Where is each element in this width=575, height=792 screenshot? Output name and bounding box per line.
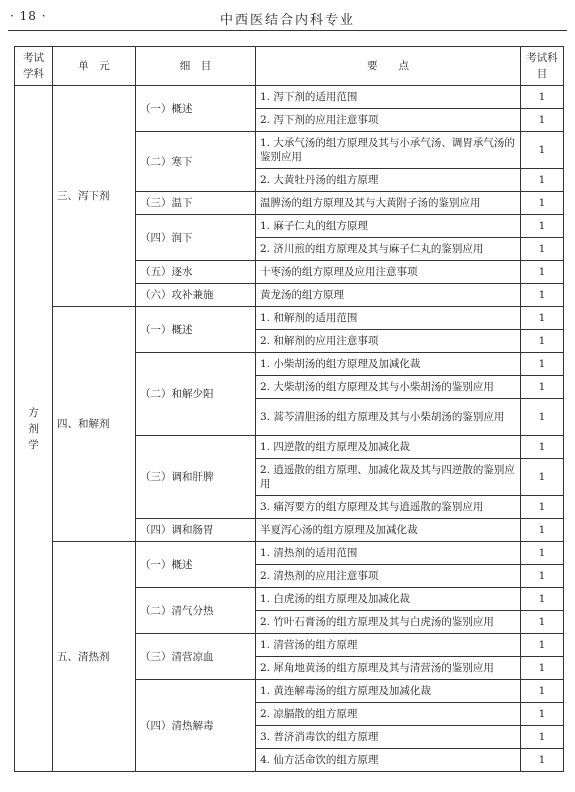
point-cell: 3. 蒿芩清胆汤的组方原理及其与小柴胡汤的鉴别应用 <box>256 399 521 436</box>
detail-cell: （三）清营凉血 <box>136 634 256 680</box>
table-row <box>15 86 564 109</box>
score-cell: 1 <box>521 726 564 749</box>
col-header-subject: 考试学科 <box>15 47 53 86</box>
table-row <box>15 307 564 330</box>
point-cell: 2. 和解剂的应用注意事项 <box>256 330 521 353</box>
point-cell: 1. 泻下剂的适用范围 <box>256 86 521 109</box>
score-cell: 1 <box>521 496 564 519</box>
score-cell: 1 <box>521 436 564 459</box>
score-cell: 1 <box>521 611 564 634</box>
point-cell: 2. 犀角地黄汤的组方原理及其与清营汤的鉴别应用 <box>256 657 521 680</box>
detail-cell: （一）概述 <box>136 307 256 353</box>
point-cell: 1. 黄连解毒汤的组方原理及加减化裁 <box>256 680 521 703</box>
detail-cell: （二）寒下 <box>136 132 256 192</box>
point-cell: 1. 清热剂的适用范围 <box>256 542 521 565</box>
point-cell: 2. 竹叶石膏汤的组方原理及其与白虎汤的鉴别应用 <box>256 611 521 634</box>
score-cell: 1 <box>521 588 564 611</box>
score-cell: 1 <box>521 169 564 192</box>
point-cell: 1. 麻子仁丸的组方原理 <box>256 215 521 238</box>
header-rule <box>8 30 567 31</box>
point-cell: 2. 清热剂的应用注意事项 <box>256 565 521 588</box>
point-cell: 2. 济川煎的组方原理及其与麻子仁丸的鉴别应用 <box>256 238 521 261</box>
point-cell: 1. 清营汤的组方原理 <box>256 634 521 657</box>
score-cell: 1 <box>521 657 564 680</box>
col-header-points: 要 点 <box>256 47 521 86</box>
score-cell: 1 <box>521 192 564 215</box>
score-cell: 1 <box>521 132 564 169</box>
col-header-detail: 细 目 <box>136 47 256 86</box>
subject-cell <box>15 86 53 772</box>
score-cell: 1 <box>521 215 564 238</box>
detail-cell: （三）调和肝脾 <box>136 436 256 519</box>
unit-cell: 四、和解剂 <box>53 307 136 542</box>
detail-cell: （六）攻补兼施 <box>136 284 256 307</box>
point-cell: 1. 和解剂的适用范围 <box>256 307 521 330</box>
point-cell: 2. 凉膈散的组方原理 <box>256 703 521 726</box>
point-cell: 1. 小柴胡汤的组方原理及加减化裁 <box>256 353 521 376</box>
point-cell: 2. 逍遥散的组方原理、加减化裁及其与四逆散的鉴别应用 <box>256 459 521 496</box>
score-cell: 1 <box>521 330 564 353</box>
score-cell: 1 <box>521 459 564 496</box>
score-cell: 1 <box>521 565 564 588</box>
col-header-score: 考试科目 <box>521 47 564 86</box>
score-cell: 1 <box>521 634 564 657</box>
detail-cell: （三）温下 <box>136 192 256 215</box>
detail-cell: （四）清热解毒 <box>136 680 256 772</box>
point-cell: 2. 大柴胡汤的组方原理及其与小柴胡汤的鉴别应用 <box>256 376 521 399</box>
score-cell: 1 <box>521 399 564 436</box>
detail-cell: （二）和解少阳 <box>136 353 256 436</box>
point-cell: 2. 大黄牡丹汤的组方原理 <box>256 169 521 192</box>
score-cell: 1 <box>521 238 564 261</box>
table-body <box>15 86 564 772</box>
table-row <box>15 542 564 565</box>
point-cell: 黄龙汤的组方原理 <box>256 284 521 307</box>
point-cell: 2. 泻下剂的应用注意事项 <box>256 109 521 132</box>
score-cell: 1 <box>521 680 564 703</box>
point-cell: 1. 大承气汤的组方原理及其与小承气汤、调胃承气汤的鉴别应用 <box>256 132 521 169</box>
detail-cell: （二）清气分热 <box>136 588 256 634</box>
syllabus-table <box>14 46 564 772</box>
detail-cell: （四）润下 <box>136 215 256 261</box>
unit-cell: 三、泻下剂 <box>53 86 136 307</box>
score-cell: 1 <box>521 86 564 109</box>
subject-label: 方剂学 <box>28 406 39 451</box>
point-cell: 半夏泻心汤的组方原理及加减化裁 <box>256 519 521 542</box>
detail-cell: （五）逐水 <box>136 261 256 284</box>
table-header-row <box>15 47 564 86</box>
point-cell: 4. 仙方活命饮的组方原理 <box>256 749 521 772</box>
point-cell: 1. 白虎汤的组方原理及加减化裁 <box>256 588 521 611</box>
point-cell: 3. 痛泻要方的组方原理及其与逍遥散的鉴别应用 <box>256 496 521 519</box>
score-cell: 1 <box>521 307 564 330</box>
page-number: · 18 · <box>10 9 47 23</box>
col-header-unit: 单 元 <box>53 47 136 86</box>
point-cell: 1. 四逆散的组方原理及加减化裁 <box>256 436 521 459</box>
score-cell: 1 <box>521 353 564 376</box>
score-cell: 1 <box>521 261 564 284</box>
running-title: 中西医结合内科专业 <box>219 13 355 28</box>
unit-cell: 五、清热剂 <box>53 542 136 772</box>
point-cell: 温脾汤的组方原理及其与大黄附子汤的鉴别应用 <box>256 192 521 215</box>
page-header <box>0 0 575 34</box>
detail-cell: （一）概述 <box>136 542 256 588</box>
score-cell: 1 <box>521 109 564 132</box>
detail-cell: （四）调和肠胃 <box>136 519 256 542</box>
detail-cell: （一）概述 <box>136 86 256 132</box>
score-cell: 1 <box>521 542 564 565</box>
score-cell: 1 <box>521 519 564 542</box>
point-cell: 十枣汤的组方原理及应用注意事项 <box>256 261 521 284</box>
score-cell: 1 <box>521 376 564 399</box>
score-cell: 1 <box>521 703 564 726</box>
score-cell: 1 <box>521 749 564 772</box>
point-cell: 3. 普济消毒饮的组方原理 <box>256 726 521 749</box>
score-cell: 1 <box>521 284 564 307</box>
